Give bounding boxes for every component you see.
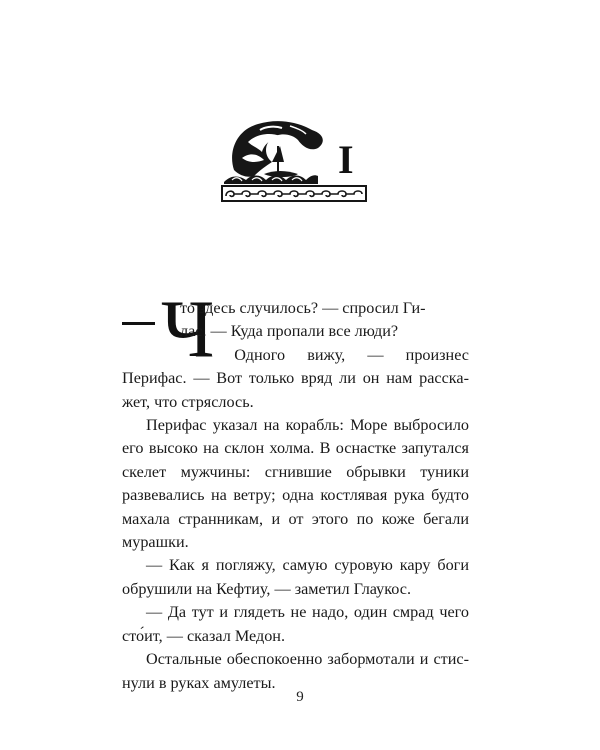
opening-lines	[122, 297, 469, 367]
chapter-number: I	[338, 137, 354, 182]
opening-line-2: лас. — Куда пропали все люди?	[180, 322, 399, 341]
opening-line-3: — Одного вижу, — произнес	[196, 345, 469, 364]
wave-ship-ornament-icon	[224, 121, 323, 184]
drop-cap: Ч	[161, 283, 215, 374]
paragraph: Перифас. — Вот только вряд ли он нам расска-жет, что стряслось.	[122, 369, 469, 411]
meander-border	[222, 186, 366, 201]
page-number: 9	[296, 689, 304, 705]
paragraph: — Да тут и глядеть не надо, один смрад чего сто́ит, — сказал Медон.	[122, 603, 469, 645]
opening-line-1: то здесь случилось? — спросил Ги-	[180, 299, 426, 317]
paragraph: Перифас указал на корабль: Море выбросило его высоко на склон холма. В оснастке запутался скелет мужчины: сгнившие обрывки туники развевались на ветру; одна костлявая рука будто махала странникам, и от этого по коже бегали мурашки.	[122, 416, 469, 552]
paragraph: — Как я погляжу, самую суровую кару боги обрушили на Кефтиу, — заметил Глаукос.	[122, 556, 469, 598]
paragraph: Остальные обеспокоенно забормотали и стис-нули в руках амулеты.	[122, 650, 469, 692]
body-text	[122, 297, 469, 695]
